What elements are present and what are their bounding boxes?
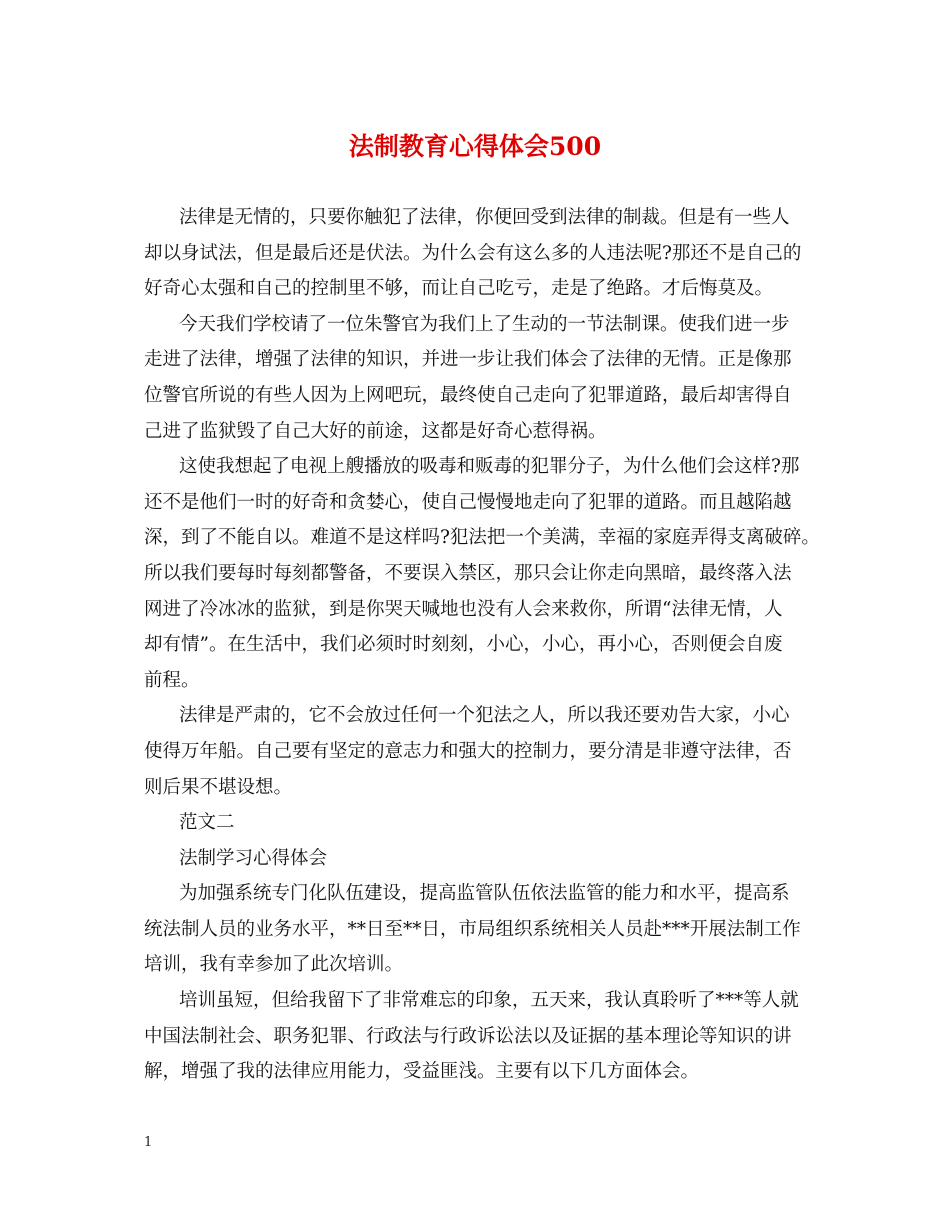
body-line: 法制学习心得体会 (179, 847, 328, 869)
body-line: 好奇心太强和自己的控制里不够，而让自己吃亏，走是了绝路。才后悔莫及。 (144, 278, 774, 300)
body-line: 统法制人员的业务水平，**日至**日，市局组织系统相关人员赴***开展法制工作 (144, 918, 801, 940)
body-line: 却以身试法，但是最后还是伏法。为什么会有这么多的人违法呢?那还不是自己的 (144, 242, 802, 264)
body-line: 法律是无情的，只要你触犯了法律，你便回受到法律的制裁。但是有一些人 (179, 207, 790, 228)
body-line: 中国法制社会、职务犯罪、行政法与行政诉讼法以及证据的基本理论等知识的讲 (144, 1025, 792, 1047)
body-line: 范文二 (179, 812, 235, 834)
body-line: 为加强系统专门化队伍建设，提高监管队伍依法监管的能力和水平，提高系 (179, 883, 790, 905)
body-line: 走进了法律，增强了法律的知识，并进一步让我们体会了法律的无情。正是像那 (144, 349, 792, 371)
body-line: 则后果不堪设想。 (144, 776, 293, 798)
body-line: 法律是严肃的，它不会放过任何一个犯法之人，所以我还要劝告大家，小心 (179, 705, 790, 727)
body-line: 却有情”。在生活中，我们必须时时刻刻，小心，小心，再小心，否则便会自废 (144, 634, 783, 656)
body-line: 所以我们要每时每刻都警备，不要误入禁区，那只会让你走向黑暗，最终落入法 (144, 562, 792, 584)
body-line: 还不是他们一时的好奇和贪婪心，使自己慢慢地走向了犯罪的道路。而且越陷越 (144, 491, 792, 513)
body-line: 培训虽短，但给我留下了非常难忘的印象，五天来，我认真聆听了***等人就 (179, 990, 799, 1012)
body-line: 解，增强了我的法律应用能力，受益匪浅。主要有以下几方面体会。 (144, 1061, 700, 1083)
body-line: 今天我们学校请了一位朱警官为我们上了生动的一节法制课。使我们进一步 (179, 313, 790, 335)
body-line: 网进了冷冰冰的监狱，到是你哭天喊地也没有人会来救你，所谓“法律无情，人 (144, 598, 783, 620)
body-line: 深，到了不能自以。难道不是这样吗?犯法把一个美满，幸福的家庭弄得支离破碎。 (144, 527, 820, 549)
body-line: 培训，我有幸参加了此次培训。 (144, 954, 404, 976)
body-line: 前程。 (144, 669, 200, 691)
body-line: 位警官所说的有些人因为上网吧玩，最终使自己走向了犯罪道路，最后却害得自 (144, 384, 792, 406)
page-title: 法制教育心得体会500 (348, 132, 602, 161)
page-number: 1 (144, 1135, 153, 1150)
body-line: 使得万年船。自己要有坚定的意志力和强大的控制力，要分清是非遵守法律，否 (144, 740, 792, 762)
body-line: 这使我想起了电视上艘播放的吸毒和贩毒的犯罪分子，为什么他们会这样?那 (179, 456, 800, 478)
document-body (144, 200, 820, 1090)
body-line: 己进了监狱毁了自己大好的前途，这都是好奇心惹得祸。 (144, 420, 607, 442)
